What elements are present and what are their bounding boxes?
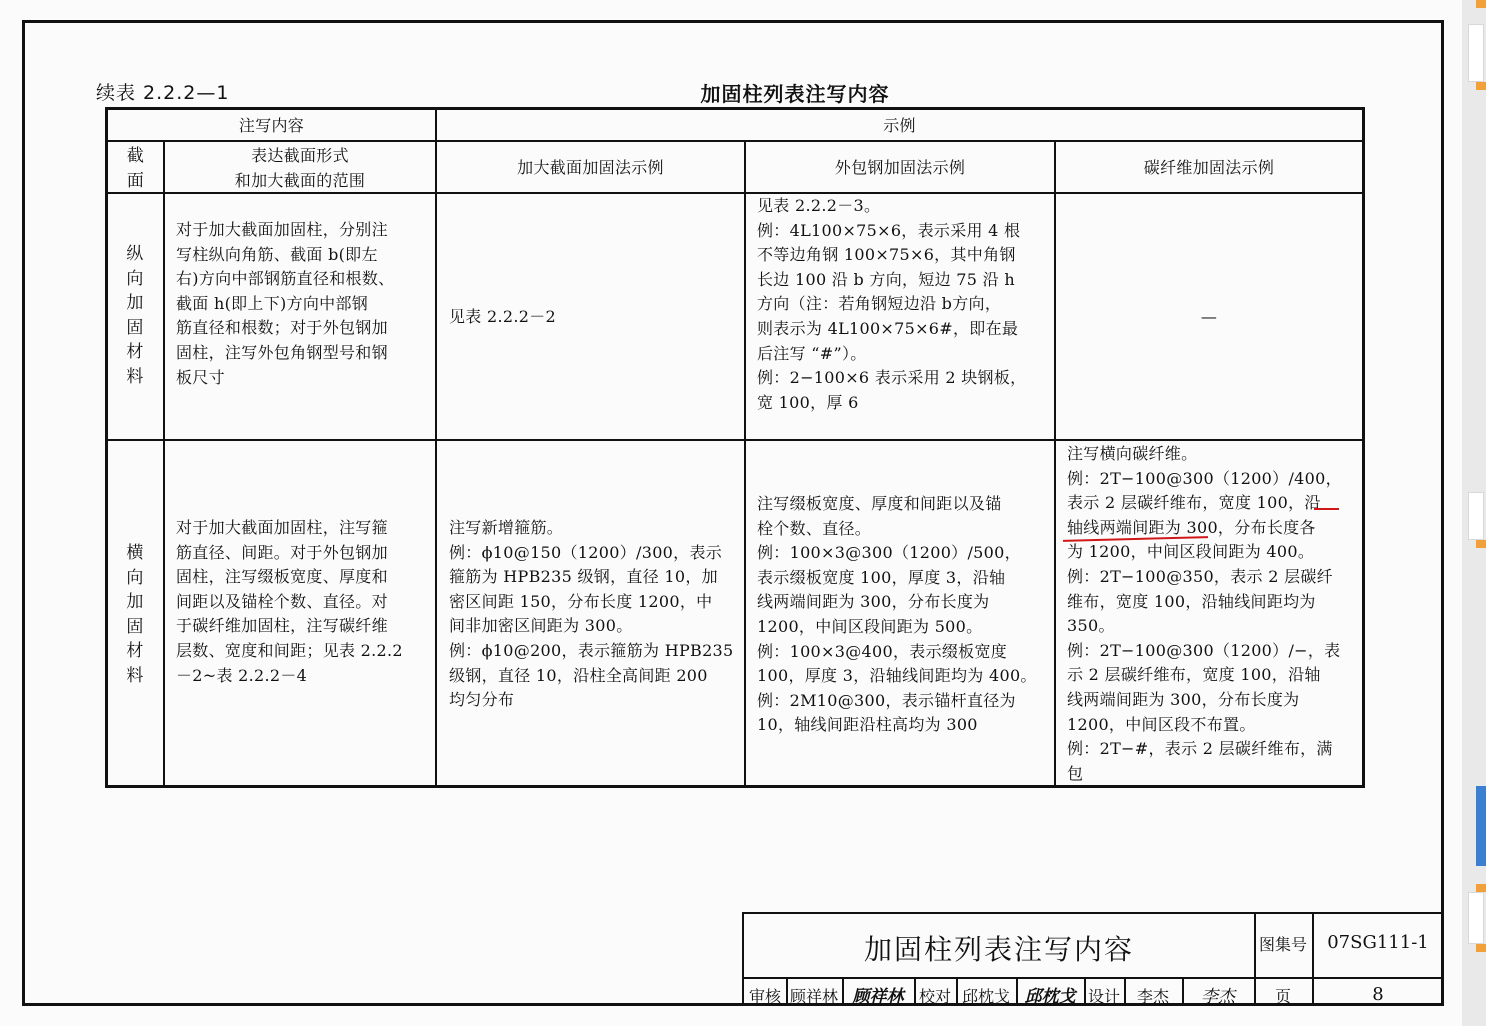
- sidebar-scroll-indicator[interactable]: [1476, 786, 1486, 866]
- header-enlarge-method: 加大截面加固法示例: [517, 158, 664, 177]
- page-number: 8: [1372, 984, 1384, 1005]
- sidebar-marker: [1476, 884, 1486, 892]
- design-label: 设计: [1087, 987, 1120, 1006]
- table-rule: [108, 439, 1362, 441]
- sidebar-marker: [1476, 540, 1486, 548]
- title-block-rule: [744, 977, 1444, 979]
- red-underline-mark: [1314, 508, 1339, 510]
- header-content: 注写内容: [238, 116, 305, 135]
- checker-signature: 邱枕戈: [1024, 987, 1076, 1007]
- row-longitudinal-steel: 见表 2.2.2－3。 例：4L100×75×6，表示采用 4 根 不等边角钢 100×75×6，其中角钢 长边 100 沿 b 方向，短边 75 沿 h 方向（注：若角钢短边沿 b方向， 则表示为 4L100×75×6#，即在最 后注写 “#”）。 例：2−100×6 表示采用 2 块钢板， 宽 100，厚 6: [757, 196, 1027, 412]
- table-rule: [435, 110, 437, 785]
- title-block-name: 加固柱列表注写内容: [863, 933, 1134, 966]
- row-transverse-section: 横 向 加 固 材 料: [126, 543, 144, 686]
- header-example: 示例: [883, 116, 916, 135]
- atlas-number: 07SG111-1: [1327, 932, 1429, 953]
- header-form: 表达截面形式 和加大截面的范围: [234, 146, 366, 190]
- sidebar-thumb[interactable]: [1468, 492, 1484, 540]
- reviewer-signature: 顾祥林: [852, 987, 904, 1007]
- sidebar-marker: [1476, 944, 1486, 952]
- row-transverse-steel: 注写缀板宽度、厚度和间距以及锚 栓个数、直径。 例：100×3@300（1200）/500， 表示缀板宽度 100，厚度 3，沿轴 线两端间距为 300，分布长度为 1200，中间区段间距为 500。 例：100×3@400，表示缀板宽度 100，厚度 3，沿轴线间距均为 400。 例：2M10@300，表示锚杆直径为 10，轴线间距沿柱高均为 300: [757, 494, 1037, 735]
- row-longitudinal-enlarge: 见表 2.2.2－2: [449, 307, 556, 326]
- row-longitudinal-section: 纵 向 加 固 材 料: [126, 244, 144, 387]
- check-label: 校对: [918, 987, 951, 1006]
- row-longitudinal-description: 对于加大截面加固柱，分别注 写柱纵向角筋、截面 b(即左 右)方向中部钢筋直径和根数、 截面 h(即上下)方向中部钢 筋直径和根数；对于外包钢加 固柱，注写外包角钢型号和钢 板尺寸: [176, 220, 395, 387]
- table-rule: [108, 140, 1362, 142]
- header-steel-method: 外包钢加固法示例: [834, 158, 966, 177]
- viewer-sidebar: [1462, 0, 1486, 1026]
- table-caption: 续表 2.2.2—1: [96, 82, 230, 104]
- checker-name: 邱枕戈: [961, 987, 1010, 1006]
- annotation-table: [105, 107, 1365, 788]
- sidebar-marker: [1476, 82, 1486, 90]
- table-rule: [163, 140, 165, 785]
- table-rule: [1054, 140, 1056, 785]
- header-cfrp-method: 碳纤维加固法示例: [1143, 158, 1275, 177]
- sidebar-thumb[interactable]: [1468, 892, 1484, 944]
- row-transverse-cfrp: 注写横向碳纤维。 例：2T−100@300（1200）/400， 表示 2 层碳纤维布，宽度 100，沿 轴线两端间距为 300，分布长度各 为 1200，中间区段间距为 400。 例：2T−100@350，表示 2 层碳纤 维布，宽度 100，沿轴线间距均为 350。 例：2T−100@300（1200）/−，表 示 2 层碳纤维布，宽度 100，沿轴 线两端间距为 300，分布长度为 1200，中间区段不布置。 例：2T−#，表示 2 层碳纤维布，满 包: [1067, 444, 1342, 783]
- designer-signature: 李杰: [1201, 987, 1235, 1007]
- reviewer-name: 顾祥林: [789, 987, 838, 1006]
- sidebar-thumb[interactable]: [1468, 24, 1484, 82]
- review-label: 审核: [748, 987, 781, 1006]
- row-transverse-description: 对于加大截面加固柱，注写箍 筋直径、间距。对于外包钢加 固柱，注写缀板宽度、厚度和 间距以及锚栓个数、直径。对 于碳纤维加固柱，注写碳纤维 层数、宽度和间距；见表 2.2.2 －2~表 2.2.2－4: [176, 518, 403, 685]
- atlas-label: 图集号: [1258, 935, 1307, 954]
- header-section: 截 面: [126, 146, 145, 191]
- table-title: 加固柱列表注写内容: [700, 82, 890, 106]
- row-longitudinal-cfrp: —: [1200, 307, 1218, 326]
- table-rule: [744, 140, 746, 785]
- row-transverse-enlarge: 注写新增箍筋。 例：ϕ10@150（1200）/300，表示 箍筋为 HPB235 级钢，直径 10，加 密区间距 150，分布长度 1200，中 间非加密区间距为 300。 例：ϕ10@200，表示箍筋为 HPB235 级钢，直径 10，沿柱全高间距 200 均匀分布: [449, 518, 734, 710]
- designer-name: 李杰: [1136, 987, 1169, 1006]
- title-block: [742, 912, 1444, 1006]
- page-label: 页: [1274, 987, 1291, 1006]
- sidebar-marker: [1476, 0, 1486, 8]
